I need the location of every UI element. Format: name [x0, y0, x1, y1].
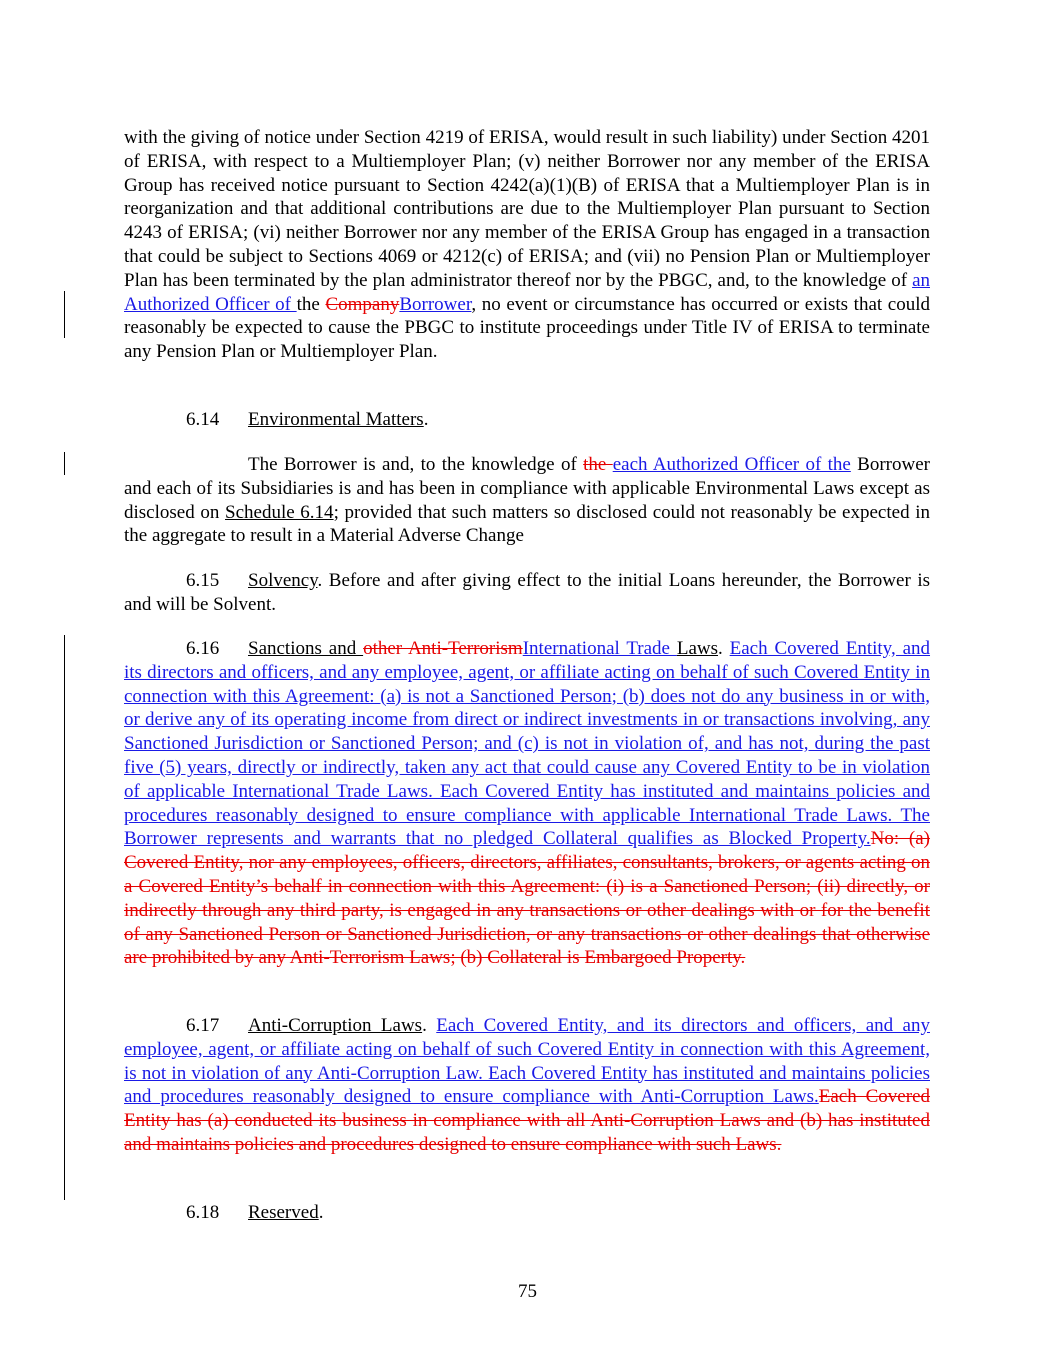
deleted-text: Company — [325, 293, 400, 315]
section-number: 6.17 — [186, 1015, 220, 1036]
inserted-text: each Authorized Officer of the — [612, 454, 851, 475]
deleted-text: the — [583, 454, 613, 475]
text-run: the — [296, 293, 326, 315]
inserted-text: Each Covered Entity, and its directors and officers, and any employee, agent, or affiliate acting on behalf of such Covered Entity in connection with this Agreement, is not in violation of any Anti-Corruption Law. Each Covered Entity has instituted and maintains policies and procedures reasonably designed to ensure compliance with Anti-Corruption Laws. — [124, 1015, 930, 1108]
text-run: . — [318, 1202, 324, 1223]
text-run: The Borrower is and, to the knowledge of — [248, 454, 584, 475]
section-number: 6.16 — [186, 638, 220, 659]
text-run: . Before and after giving effect to the initial Loans hereunder, the Borrower is and will be Solvent. — [124, 570, 930, 615]
text-run: . — [718, 638, 730, 659]
section-title: Anti-Corruption Laws — [248, 1015, 423, 1036]
section-title: Solvency — [248, 570, 318, 591]
environmental-paragraph — [124, 453, 930, 548]
section-number: 6.14 — [186, 409, 220, 430]
section-6-16 — [124, 637, 930, 970]
section-title: Sanctions and — [248, 638, 364, 659]
text-run: Borrower and each of its Subsidiaries is and has been in compliance with applicable Environmental Laws except as disclosed on — [124, 454, 930, 523]
change-bar — [64, 452, 65, 475]
change-bar — [64, 291, 65, 338]
deleted-text: other Anti-Terrorism — [363, 638, 523, 659]
section-heading-6-14 — [124, 408, 992, 432]
deleted-text: No: (a) Covered Entity, nor any employees, officers, directors, affiliates, consultants, brokers, or agents acting on a Covered Entity’s behalf in connection with this Agreement: (i) is a Sanctioned Person; (ii) directly, or indirectly through any third party, is engaged in any transactions or other dealings with or for the benefit of any Sanctioned Person or Sanctioned Jurisdiction, or any transactions or other dealings that otherwise are prohibited by any Anti-Terrorism Laws; (b) Collateral is Embargoed Property. — [124, 828, 931, 969]
text-run: with the giving of notice under Section 4219 of ERISA, would result in such liability) under Section 4201 of ERISA, with respect to a Multiemployer Plan; (v) neither Borrower nor any member of the ERISA Group has received notice pursuant to Section 4242(a)(1)(B) of ERISA that a Multiemployer Plan is in reorganization and that additional contributions are due to the Multiemployer Plan pursuant to Section 4243 of ERISA; (vi) neither Borrower nor any member of the ERISA Group has engaged in a transaction that could be subject to Sections 4069 or 4212(c) of ERISA; and (vii) no Pension Plan or Multiemployer Plan has been terminated by the plan administrator thereof nor by the PBGC, and, to the knowledge of — [124, 127, 930, 291]
section-heading-6-18 — [124, 1201, 992, 1225]
section-title: Laws — [676, 638, 718, 659]
erisa-paragraph — [124, 126, 930, 364]
text-run: . — [423, 409, 429, 430]
section-number: 6.15 — [186, 570, 220, 591]
section-6-15 — [124, 569, 930, 617]
section-number: 6.18 — [186, 1202, 220, 1223]
inserted-text: Borrower — [399, 293, 472, 315]
schedule-reference: Schedule 6.14 — [225, 501, 334, 523]
text-run: . — [422, 1015, 437, 1036]
inserted-text: an Authorized Officer of — [124, 269, 930, 315]
text-run: , no event or circumstance has occurred or exists that could reasonably be expected to cause the PBGC to institute proceedings under Title IV of ERISA to terminate any Pension Plan or Multiemployer Plan. — [124, 293, 930, 363]
inserted-text: International Trade — [522, 638, 677, 659]
inserted-text: Each Covered Entity, and its directors and officers, and any employee, agent, or affiliate acting on behalf of such Covered Entity in connection with this Agreement: (a) is not a Sanctioned Person; (b) does not do any business in or with, or derive any of its operating income from direct or indirect investments in or transactions involving, any Sanctioned Jurisdiction or Sanctioned Person; and (c) is not in violation of, and has not, during the past five (5) years, directly or indirectly, taken any act that could cause any Covered Entity to be in violation of applicable International Trade Laws. Each Covered Entity has instituted and maintains policies and procedures reasonably designed to ensure compliance with applicable International Trade Laws. The Borrower represents and warrants that no pledged Collateral qualifies as Blocked Property. — [124, 638, 931, 850]
change-bar — [64, 635, 65, 1200]
section-title: Reserved — [248, 1202, 319, 1223]
section-title: Environmental Matters — [248, 409, 424, 430]
text-run: ; provided that such matters so disclosed could not reasonably be expected in the aggregate to result in a Material Adverse Change — [124, 501, 930, 547]
page-number: 75 — [518, 1281, 537, 1302]
deleted-text: Each Covered Entity has (a) conducted its business in compliance with all Anti-Corruption Laws and (b) has instituted and maintains policies and procedures designed to ensure compliance with such Laws. — [124, 1086, 931, 1155]
section-6-17 — [124, 1014, 930, 1157]
